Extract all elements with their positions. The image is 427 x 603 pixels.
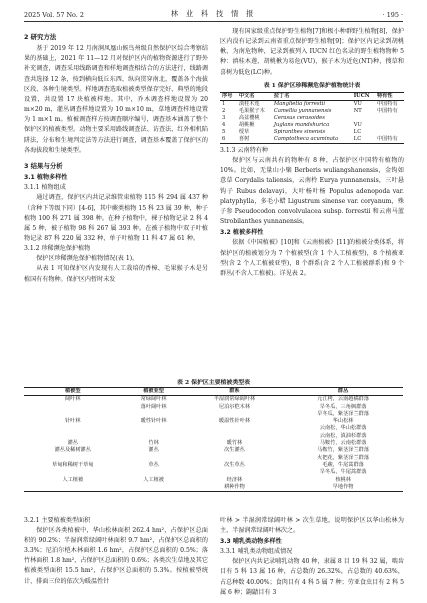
table-cell: 中国特有 xyxy=(376,135,398,142)
table-header-row xyxy=(24,388,403,396)
table-cell xyxy=(24,425,122,432)
table-cell: 滇桂木莲 xyxy=(238,100,260,107)
table-row xyxy=(24,469,403,476)
table-cell: 1 xyxy=(222,100,226,107)
table-cell xyxy=(24,484,122,492)
subsubsection-heading: 3.1.3 云南特有种 xyxy=(220,146,268,154)
table-cell xyxy=(122,425,186,432)
table-cell: 云南松，滇油杉群落 xyxy=(319,432,367,439)
table-row xyxy=(24,477,403,484)
journal-title: 林 业 科 技 情 报 xyxy=(170,9,257,18)
table-cell: 暖竹林 xyxy=(226,440,243,447)
paragraph: 保护区珍稀濒危保护植物情况(表 1)。 xyxy=(36,255,139,263)
paragraph: 从表 1 可知保护区内发现有人工栽培的香樟、毛果猴子木是另植国有有物种。保护区内暂时未发 xyxy=(24,265,208,283)
subsection-heading: 3.2 植被多样性 xyxy=(220,229,264,237)
table-header-cell: 中文名 xyxy=(238,92,255,99)
table-row xyxy=(24,404,403,411)
table-header-cell: 拉丁名 xyxy=(273,92,290,99)
vegetation-types-table xyxy=(24,387,403,492)
running-header xyxy=(24,8,403,22)
table-row xyxy=(24,425,403,432)
table-header-cell: 序号 xyxy=(222,92,233,99)
table-cell: 暖性针叶林 xyxy=(140,418,167,425)
table-row xyxy=(24,447,403,454)
bottom-right-column xyxy=(220,516,404,598)
table-cell: 半湿润常绿阔叶林 xyxy=(213,396,256,403)
table-cell: 人工植被 xyxy=(143,476,164,483)
subsubsection-heading: 3.3.1 哺乳类动物组成情况 xyxy=(220,548,293,556)
table-row xyxy=(24,433,403,440)
table-cell xyxy=(24,469,122,476)
bottom-left-column xyxy=(24,516,208,587)
table-cell: Manglietia forrestii xyxy=(273,100,325,107)
table-cell xyxy=(24,455,122,462)
table-header-cell: IUCN xyxy=(353,92,370,99)
paragraph: 保护区内共记录哺乳动物 40 种，隶属 8 目 19 科 32 属，啮齿目有 5 科 13 属 16 种，占总数的 26.32%，占总数的 40.63%，占总种数 40.00%；食肉目有 4 科 5 属 7 种；劳亚食虫目有 2 科 5 属 6 种；鼩鼱目有 3 xyxy=(220,558,404,596)
table-cell: 中国特有 xyxy=(376,100,398,107)
table-cell: 旱冬瓜，三角枫群落 xyxy=(319,403,367,410)
table-cell: 4 xyxy=(222,121,226,128)
table-cell xyxy=(122,484,186,492)
table-row xyxy=(220,122,404,129)
table-cell: NT xyxy=(353,107,362,114)
table-cell: 灌丛 xyxy=(148,447,159,454)
table-cell: 旱冬瓜，牛尾蒿群落 xyxy=(319,469,367,476)
table-cell xyxy=(352,115,375,122)
table-cell: VU xyxy=(353,121,362,128)
page-number: · 195 · xyxy=(382,11,403,19)
table-cell: 毛蕨，牛尾蒿群落 xyxy=(322,461,364,468)
table-cell xyxy=(375,115,404,122)
paragraph: 保护区与云南共有的物种有 8 种，占保护区中国特有植物的 10%。比如，无量山小檗 Berberis wuliangshanensis，金钩如意草 Corydalis taliensis，云南柃 Eurya yunnanensis，三叶悬钩子 Rubus delavayi，大叶杨叶杨 Populus adenopoda var. platyphylla，多毛小蜡 Ligustrum sinense var. coryanum，殊子参 Pseudocodon convolvulacea subsp. forrestii 和云南马蓝 Strobilanthes yunnanensis。 xyxy=(220,157,404,226)
table-caption: 表 1 保护区珍稀濒危保护植物统计表 xyxy=(263,81,361,89)
section-heading: 3 结果与分析 xyxy=(24,161,63,170)
table-header-row xyxy=(220,92,404,100)
table-header-cell: 群系 xyxy=(229,388,240,394)
table-cell: 云南松，华山松群落 xyxy=(319,425,367,432)
table-cell: 草甸和稀树干草甸 xyxy=(52,461,94,468)
table-cell: 中国特有 xyxy=(376,107,398,114)
table-cell: 6 xyxy=(222,135,226,142)
table-cell: 经济林 xyxy=(226,476,243,483)
table-cell: Juglans mandshurica xyxy=(273,121,330,128)
table-cell: 常绿阔叶林 xyxy=(140,396,167,403)
subsubsection-heading: 3.1.1 植物组成 xyxy=(24,184,66,192)
table-row xyxy=(24,484,403,492)
table-cell xyxy=(375,129,404,136)
subsection-heading: 3.3 哺乳类动物多样性 xyxy=(220,538,282,546)
table-cell: 马鞍竹，紫茎泽兰群落 xyxy=(317,447,370,454)
table-cell: VU xyxy=(353,100,362,107)
table-cell: Cerasus cerasoides xyxy=(273,114,325,121)
table-cell: 胡桃楸 xyxy=(238,121,255,128)
table-row xyxy=(220,100,404,108)
paragraph: 基于 2019 年 12 月南涧凤凰山候鸟州级自然保护区综合考察结果的基础上，2021 年 11—12 月对保护区内的植物资源进行了野外补充调查，调查采用线路调查和样地调查相结合的方法进行，线路调查共选择 12 条，按到横向低丘东西、纵向贯穿南北，覆盖各个海拔区段、各种生境类型。样地调查选取植被类型保存完好、典型的地段设置，共设置 17 块植被样地。其中，乔木调查样地设置为 20 m×20 m，灌丛调查样地设置为 10 m×10 m，草地调查样地设置为 1 m×1 m。植被调查样方按调查顺序编号，调查基本涵盖了整个保护区的植被类型。动物主要采用路线调查法、访查法、红外相机陷阱法，分布和生境判定法等方法进行调查，调查基本覆盖了保护区的各海拔段和生境类型。 xyxy=(24,45,208,154)
table-cell xyxy=(24,404,122,411)
table-row xyxy=(220,136,404,144)
table-cell: 喜树 xyxy=(238,135,250,142)
table-cell xyxy=(122,469,186,476)
table-caption: 表 2 保护区主要植被类型表 xyxy=(177,379,250,386)
table-cell: Spiranthes sinensis xyxy=(273,128,326,135)
table-cell: 早地作物 xyxy=(332,483,354,490)
table-cell: 次生灌丛 xyxy=(224,447,245,454)
table-header-cell: 植被型 xyxy=(64,388,81,394)
table-header-cell: 植被亚型 xyxy=(143,388,164,394)
paragraph: 通过调查，保护区内共记录维管束植物 115 科 294 属 437 种（含种下等级下同）[4-6]，其中蕨类植物 15 科 23 属 39 种，种子植物 100 科 271 属 398 种。在种子植物中，裸子植物记录 2 科 4 属 5 种，被子植物 98 科 267 属 393 种。在被子植物中双子叶植物记录 87 科 220 属 332 种，单子叶植物 11 科 47 属 61 种。 xyxy=(24,194,208,242)
subsection-heading: 3.1 植物多样性 xyxy=(24,174,68,182)
table-cell xyxy=(122,433,186,440)
table-cell: 马鞍竹，云南松群落 xyxy=(319,440,367,447)
table-header-cell: 特有性 xyxy=(376,92,393,99)
table-cell: 尼泊尔桤木林 xyxy=(218,403,251,410)
journal-volume: 2025 Vol. 57 No. 2 xyxy=(24,11,84,19)
table-cell: LC xyxy=(353,135,362,142)
table-cell xyxy=(186,455,284,462)
table-row xyxy=(220,115,404,122)
table-cell: 华山松林 xyxy=(332,418,354,425)
table-cell: 核桃林 xyxy=(335,476,351,483)
table-cell: 草丛 xyxy=(148,461,159,468)
paragraph: 叶林 > 半湿润常绿阔叶林 > 次生草地，说明保护区以华山松林为主，半湿润常绿阔叶林次之。 xyxy=(220,517,404,535)
table-row xyxy=(220,108,404,115)
table-cell: 人工植被 xyxy=(62,476,84,483)
table-cell: LC xyxy=(353,128,362,135)
right-column xyxy=(220,27,404,279)
endangered-plants-table xyxy=(220,92,404,144)
table-row xyxy=(24,396,403,404)
left-column xyxy=(24,27,208,285)
table-row xyxy=(24,455,403,462)
table-cell xyxy=(186,433,284,440)
table-cell: 耕种作物 xyxy=(224,483,245,490)
table-cell xyxy=(375,122,404,129)
vegetation-table-block xyxy=(24,374,403,492)
paragraph: 现有国家级重点保护野生植物[7]和极小种群野生植物[8]，保护区内没有记录到云南省重点保护野生植物[9]；保护区内记录到胡桃楸、为南危物种，记录到被列入 IUCN 红色名录的野生植物物种 5 种：滇桂木莲、胡桃楸为易危(VU)，猴子木为近危(NT)种，搜草和喜树为低危(LC)种。 xyxy=(220,28,404,76)
paragraph: 保护区各类植被中，华山松林面积 262.4 hm²，占保护区总面积的 90.2%；半湿润常绿阔叶林面积 9.7 hm²，占保护区总面积的 3.3%；尼泊尔桤木林面积 1.6 hm²，占保护区总面积的 0.5%；落竹林面积 1.8 hm²，占保护区总面积的 0.6%；各类次生草地及其它植被类型面积 15.5 hm²，占保护区总面积的 5.3%。按植被型统计，排面三位的依次为暖温性针 xyxy=(24,527,208,585)
table-cell: 2 xyxy=(222,107,226,114)
table-cell: 灌丛 xyxy=(67,440,78,447)
table-cell xyxy=(24,433,122,440)
table-cell: Camellia yunnanensis xyxy=(273,107,332,114)
table-row xyxy=(220,129,404,136)
table-cell: Camptotheca acuminata xyxy=(273,135,339,142)
paragraph: 依据《中国植被》[10]和《云南植被》[11]的植被分类体系，将保护区的植被划分为 7 个植被型(含 1 个人工植被型)，8 个植被亚型(含 2 个人工植被亚型)，8 个群系(含 2 个人工植被群系)和 9 个群丛(不含人工植被)。详见表 2。 xyxy=(220,239,404,277)
table-cell: 次生草丛 xyxy=(224,461,245,468)
subsubsection-heading: 3.2.1 主要植被类型面积 xyxy=(24,517,91,524)
table-cell: 竹林 xyxy=(148,440,159,447)
table-cell: 高盆樱桃 xyxy=(238,114,260,121)
table-cell: 5 xyxy=(222,128,226,135)
table-cell: 落叶阔叶林 xyxy=(140,403,167,410)
table-cell: 暖温性针叶林 xyxy=(218,418,251,425)
table-cell: 3 xyxy=(222,114,226,121)
table-cell: 旱冬瓜，紫茎泽兰群落 xyxy=(317,410,370,417)
table-cell: 针叶林 xyxy=(64,418,81,425)
table-cell: 毛果猴子木 xyxy=(238,107,265,114)
table-cell: 元江栲，云南越橘群落 xyxy=(317,396,370,403)
table-cell xyxy=(186,425,284,432)
table-cell: 绶草 xyxy=(238,128,250,135)
section-heading: 2 研究方法 xyxy=(24,33,57,41)
table-cell: 灌丛及稀树灌丛 xyxy=(54,447,91,454)
table-cell: 火把花，紫茎泽兰群落 xyxy=(317,454,370,461)
subsubsection-heading: 3.1.2 珍稀濒危保护植物 xyxy=(24,245,91,253)
table-cell xyxy=(186,469,284,476)
table-header-cell: 群丛 xyxy=(337,388,349,394)
table-cell: 阔叶林 xyxy=(64,396,81,403)
table-cell xyxy=(122,455,186,462)
